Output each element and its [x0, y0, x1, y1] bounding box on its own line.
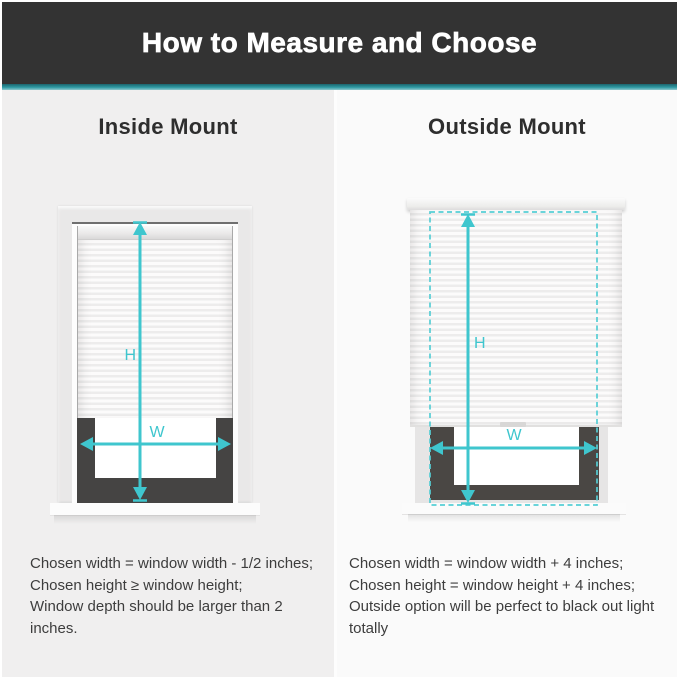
content-area — [2, 90, 677, 677]
window-outline-dashed — [430, 212, 597, 505]
outside-mount-window-illustration — [400, 192, 628, 528]
header-banner — [2, 2, 677, 84]
inside-mount-window-illustration — [50, 198, 260, 528]
note-line: Chosen height ≥ window height; — [30, 576, 243, 594]
height-label: H — [124, 347, 136, 364]
note-line: Chosen width = window width + 4 inches; — [349, 555, 624, 572]
inside-mount-title: Inside Mount — [98, 114, 238, 139]
note-line: Outside option will be perfect to black out light totally — [349, 598, 655, 637]
outside-mount-title: Outside Mount — [428, 114, 586, 139]
inside-mount-notes — [30, 553, 330, 639]
panel-divider — [334, 90, 337, 677]
height-arrow — [461, 214, 475, 504]
inside-measurement-overlay — [50, 198, 260, 528]
page-title: How to Measure and Choose — [141, 27, 538, 58]
note-line: Chosen width = window width - 1/2 inches; — [30, 555, 314, 572]
note-line: Chosen height = window height + 4 inches; — [349, 576, 636, 594]
outside-measurement-overlay — [400, 192, 628, 528]
note-line: Window depth should be larger than 2 inches. — [30, 598, 283, 637]
outside-mount-notes — [349, 553, 674, 639]
width-label: W — [506, 427, 522, 444]
height-label: H — [474, 335, 486, 352]
width-label: W — [149, 424, 165, 441]
